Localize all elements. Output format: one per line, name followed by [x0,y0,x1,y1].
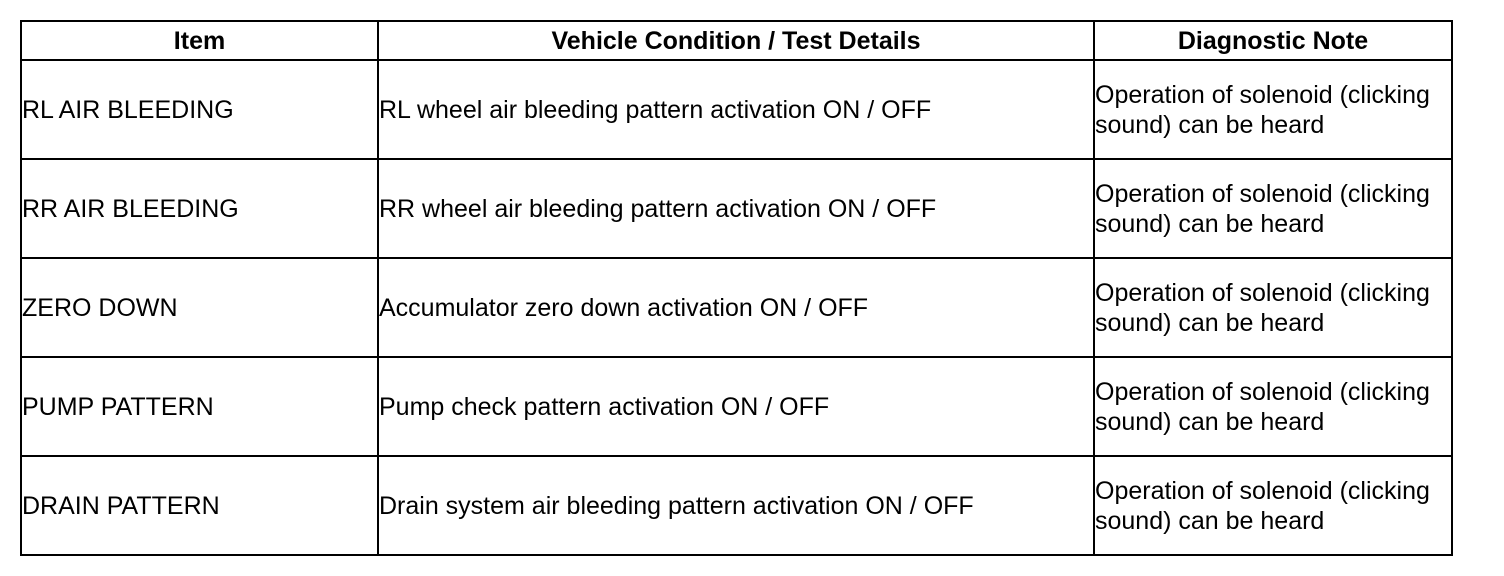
detail-cell: Drain system air bleeding pattern activation ON / OFF [378,456,1094,555]
detail-cell: Accumulator zero down activation ON / OFF [378,258,1094,357]
table-row [21,258,1452,357]
item-cell: PUMP PATTERN [21,357,378,456]
note-cell: Operation of solenoid (clicking sound) can be heard [1094,159,1452,258]
header-item: Item [21,21,378,60]
table-row [21,159,1452,258]
item-cell: DRAIN PATTERN [21,456,378,555]
note-cell: Operation of solenoid (clicking sound) can be heard [1094,258,1452,357]
note-cell: Operation of solenoid (clicking sound) can be heard [1094,357,1452,456]
note-cell: Operation of solenoid (clicking sound) can be heard [1094,60,1452,159]
table-row [21,60,1452,159]
table-row [21,357,1452,456]
detail-cell: RR wheel air bleeding pattern activation ON / OFF [378,159,1094,258]
note-cell: Operation of solenoid (clicking sound) can be heard [1094,456,1452,555]
item-cell: RL AIR BLEEDING [21,60,378,159]
table-header-row [21,21,1452,60]
item-cell: ZERO DOWN [21,258,378,357]
item-cell: RR AIR BLEEDING [21,159,378,258]
detail-cell: Pump check pattern activation ON / OFF [378,357,1094,456]
table-row [21,456,1452,555]
header-diagnostic-note: Diagnostic Note [1094,21,1452,60]
diagnostic-table [20,20,1453,556]
detail-cell: RL wheel air bleeding pattern activation ON / OFF [378,60,1094,159]
header-vehicle-condition: Vehicle Condition / Test Details [378,21,1094,60]
